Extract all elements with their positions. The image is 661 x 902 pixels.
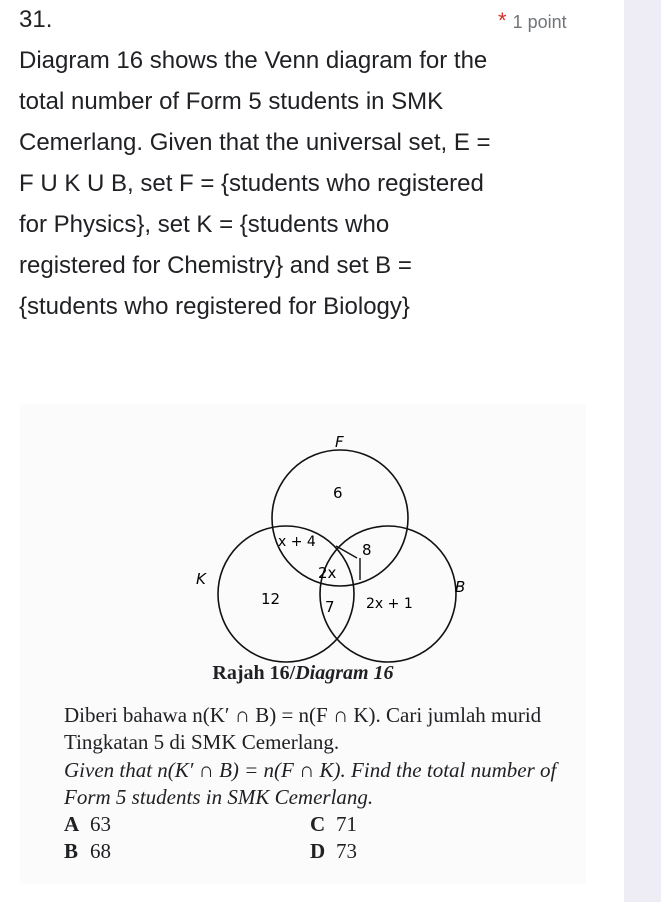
option-value: 73 [336, 839, 357, 863]
option-letter: C [310, 812, 326, 836]
points-indicator [498, 8, 567, 34]
set-label-b: B [455, 578, 466, 596]
venn-diagram [20, 404, 586, 664]
option-d [310, 839, 357, 864]
diagram-caption [20, 662, 586, 685]
option-letter: A [64, 812, 80, 836]
option-b [64, 839, 111, 864]
region-f-only: 6 [333, 484, 343, 502]
question-image [20, 404, 586, 884]
problem-text-english: Given that n(K′ ∩ B) = n(F ∩ K). Find the total number of Form 5 students in SMK Cemerlang. [64, 758, 557, 809]
region-f-b: 8 [362, 541, 372, 559]
region-b-only: 2x + 1 [366, 596, 413, 612]
set-label-f: F [335, 433, 344, 451]
page-background-strip [624, 0, 661, 902]
question-text: Diagram 16 shows the Venn diagram for the total number of Form 5 students in SMK Cemerlang. Given that the universal set, E = F U K U B, set F = {students who registered for Physics}, set K = {students who registered for Chemistry} and set B = {students who registered for Biology} [19, 47, 491, 320]
option-letter: D [310, 839, 326, 863]
points-label: 1 point [512, 12, 567, 32]
region-k-only: 12 [261, 590, 281, 608]
option-value: 68 [90, 839, 111, 863]
question-number: 31. [19, 6, 53, 33]
required-asterisk: * [498, 8, 507, 33]
caption-english: Diagram 16 [295, 662, 394, 684]
option-letter: B [64, 839, 79, 863]
option-value: 71 [336, 812, 357, 836]
option-a [64, 812, 111, 837]
set-label-k: K [196, 570, 206, 588]
region-k-b: 7 [325, 598, 335, 616]
caption-malay: Rajah 16/ [212, 662, 296, 684]
region-f-k-b: 2x [318, 564, 337, 582]
option-value: 63 [90, 812, 111, 836]
set-f-circle [272, 450, 408, 586]
set-b-circle [320, 526, 456, 662]
problem-text-malay: Diberi bahawa n(K′ ∩ B) = n(F ∩ K). Cari jumlah murid Tingkatan 5 di SMK Cemerlang. [64, 703, 542, 754]
option-c [310, 812, 357, 837]
region-f-k: x + 4 [278, 534, 316, 550]
